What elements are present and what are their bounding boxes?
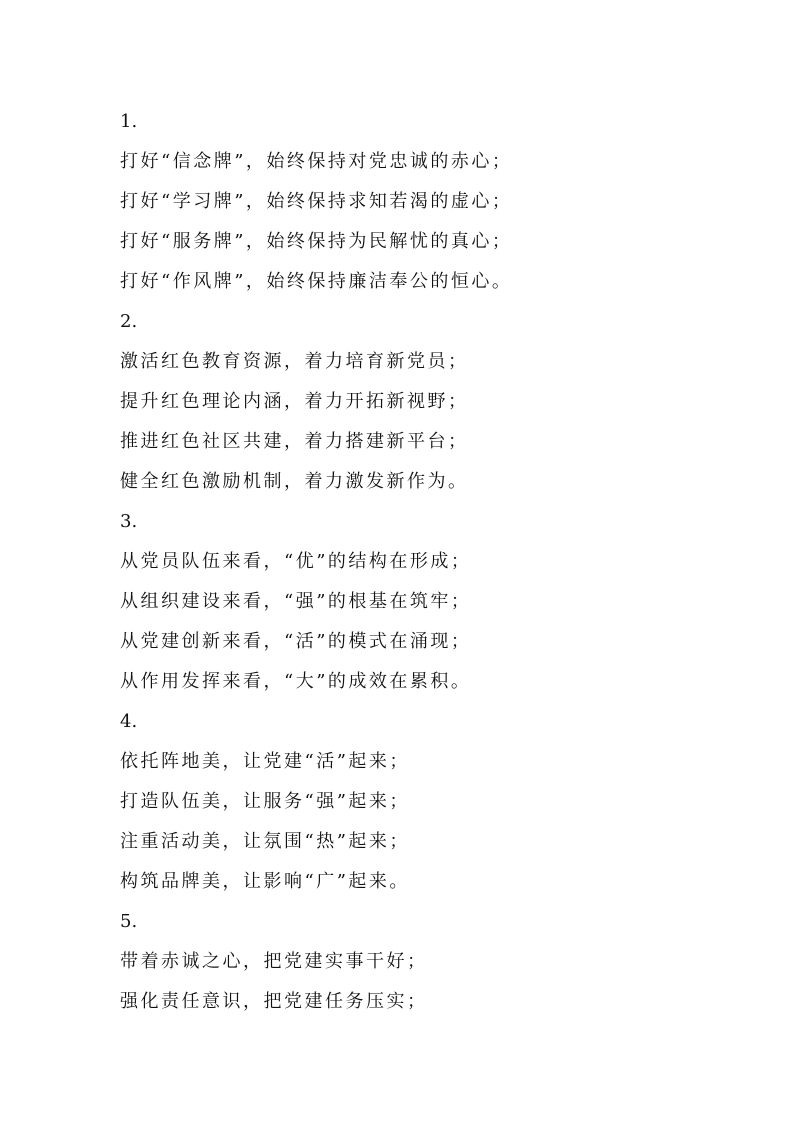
section-line: 带着赤诚之心，把党建实事干好； — [120, 951, 428, 972]
section-line: 打好“信念牌”，始终保持对党忠诚的赤心； — [120, 151, 513, 172]
section-line: 强化责任意识，把党建任务压实； — [120, 991, 428, 1012]
document-body — [120, 102, 720, 1022]
section-line: 打好“服务牌”，始终保持为民解忧的真心； — [120, 231, 513, 252]
section-number: 3. — [120, 511, 138, 532]
section-line: 依托阵地美，让党建“活”起来； — [120, 751, 410, 772]
section-line: 从组织建设来看，“强”的根基在筑牢； — [120, 591, 472, 612]
section-number: 4. — [120, 711, 138, 732]
section-number: 5. — [120, 911, 138, 932]
section-line: 打造队伍美，让服务“强”起来； — [120, 791, 410, 812]
section-line: 注重活动美，让氛围“热”起来； — [120, 831, 410, 852]
section-line: 构筑品牌美，让影响“广”起来。 — [120, 871, 410, 892]
section-line: 提升红色理论内涵，着力开拓新视野； — [120, 391, 469, 412]
section-line: 从党员队伍来看，“优”的结构在形成； — [120, 551, 472, 572]
section-number: 2. — [120, 311, 138, 332]
section-line: 从党建创新来看，“活”的模式在涌现； — [120, 631, 472, 652]
section-line: 从作用发挥来看，“大”的成效在累积。 — [120, 671, 472, 692]
section-line: 推进红色社区共建，着力搭建新平台； — [120, 431, 469, 452]
section-line: 打好“学习牌”，始终保持求知若渴的虚心； — [120, 191, 513, 212]
section-line: 健全红色激励机制，着力激发新作为。 — [120, 471, 469, 492]
section-line: 打好“作风牌”，始终保持廉洁奉公的恒心。 — [120, 271, 513, 292]
section-number: 1. — [120, 111, 138, 132]
section-line: 激活红色教育资源，着力培育新党员； — [120, 351, 469, 372]
